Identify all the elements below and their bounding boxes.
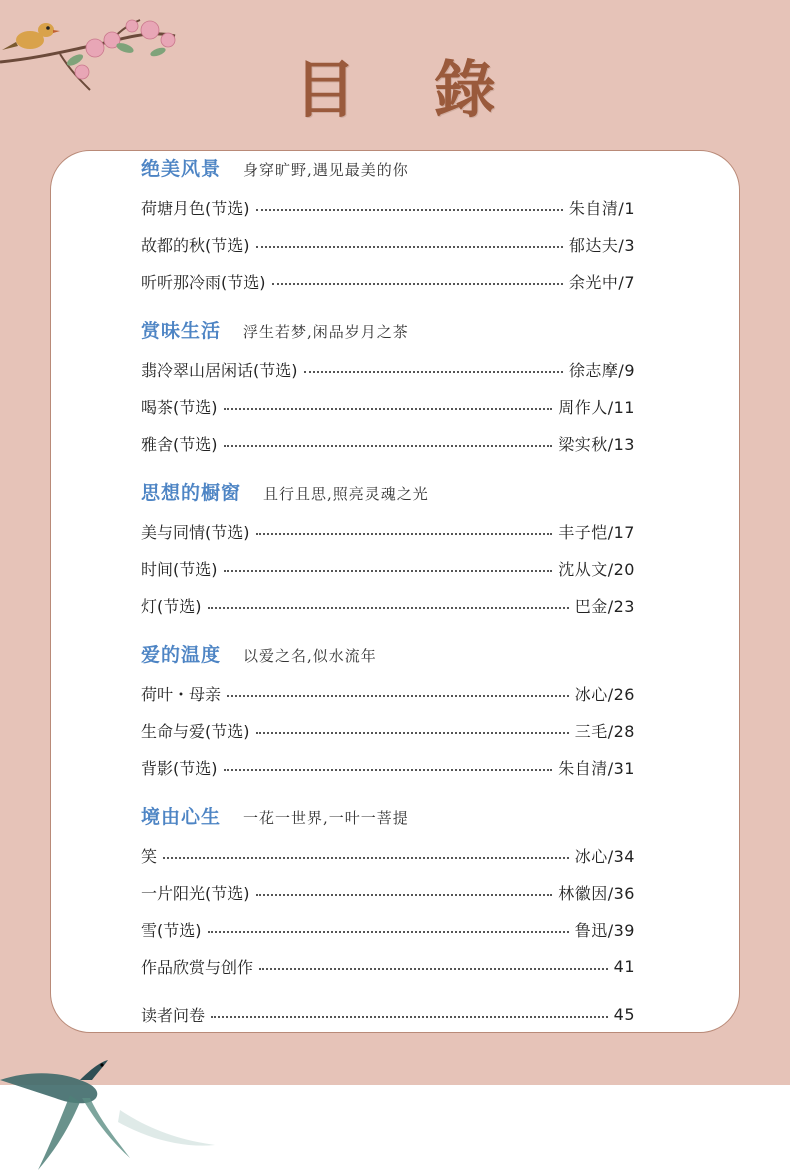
entry-author-page: 朱自清/31 — [558, 759, 635, 778]
entry-author-page: 周作人/11 — [558, 398, 635, 417]
toc-entry-final[interactable] — [141, 996, 635, 1033]
dot-leader — [256, 732, 569, 734]
swallow-icon — [0, 1040, 240, 1175]
entry-author-page: 徐志摩/9 — [568, 361, 635, 380]
entry-title: 背影(节选) — [141, 759, 218, 778]
toc-section — [141, 802, 635, 985]
section-header — [141, 154, 635, 189]
dot-leader — [272, 283, 563, 285]
entry-title: 听听那冷雨(节选) — [141, 273, 266, 292]
entry-title: 美与同情(节选) — [141, 523, 250, 542]
entry-title: 读者问卷 — [141, 1006, 206, 1025]
entry-title: 雪(节选) — [141, 921, 202, 940]
entry-author-page: 鲁迅/39 — [574, 921, 635, 940]
toc-section — [141, 640, 635, 786]
section-subtitle: 浮生若梦,闲品岁月之茶 — [243, 323, 409, 341]
toc-entry[interactable] — [141, 351, 635, 388]
entry-title: 翡冷翠山居闲话(节选) — [141, 361, 298, 380]
page-title: 目 錄 — [294, 53, 524, 126]
entry-title: 喝茶(节选) — [141, 398, 218, 417]
dot-leader — [211, 1016, 608, 1018]
dot-leader — [256, 894, 553, 896]
entry-author-page: 冰心/34 — [574, 847, 635, 866]
toc-entry[interactable] — [141, 263, 635, 300]
entry-author-page: 朱自清/1 — [568, 199, 635, 218]
section-header — [141, 640, 635, 675]
toc-entry[interactable] — [141, 749, 635, 786]
section-header — [141, 316, 635, 351]
dot-leader — [224, 408, 553, 410]
dot-leader — [304, 371, 563, 373]
dot-leader — [224, 769, 553, 771]
toc-entry[interactable] — [141, 513, 635, 550]
toc-entry[interactable] — [141, 712, 635, 749]
dot-leader — [259, 968, 608, 970]
section-title: 思想的橱窗 — [141, 482, 242, 504]
section-subtitle: 一花一世界,一叶一菩提 — [243, 809, 409, 827]
entry-page: 41 — [613, 957, 635, 976]
section-subtitle: 身穿旷野,遇见最美的你 — [243, 161, 409, 179]
toc-entry[interactable] — [141, 189, 635, 226]
entry-title: 笑 — [141, 847, 158, 866]
section-title: 赏味生活 — [141, 320, 222, 342]
section-title: 境由心生 — [141, 806, 222, 828]
toc-section — [141, 478, 635, 624]
entry-author-page: 沈从文/20 — [558, 560, 635, 579]
toc-entry[interactable] — [141, 675, 635, 712]
entry-author-page: 林徽因/36 — [558, 884, 635, 903]
entry-title: 雅舍(节选) — [141, 435, 218, 454]
entry-title: 时间(节选) — [141, 560, 218, 579]
dot-leader — [224, 445, 553, 447]
toc-section — [141, 316, 635, 462]
section-header — [141, 478, 635, 513]
dot-leader — [208, 931, 569, 933]
section-title: 爱的温度 — [141, 644, 222, 666]
entry-title: 灯(节选) — [141, 597, 202, 616]
toc-entry[interactable] — [141, 226, 635, 263]
entry-author-page: 梁实秋/13 — [558, 435, 635, 454]
dot-leader — [256, 209, 563, 211]
entry-page: 45 — [613, 1005, 635, 1024]
section-header — [141, 802, 635, 837]
entry-author-page: 郁达夫/3 — [568, 236, 635, 255]
entry-author-page: 丰子恺/17 — [558, 523, 635, 542]
toc-entry[interactable] — [141, 874, 635, 911]
entry-author-page: 巴金/23 — [574, 597, 635, 616]
dot-leader — [163, 857, 569, 859]
dot-leader — [208, 607, 569, 609]
entry-author-page: 冰心/26 — [574, 685, 635, 704]
entry-title: 荷塘月色(节选) — [141, 199, 250, 218]
toc-entry[interactable] — [141, 948, 635, 985]
entry-author-page: 余光中/7 — [568, 273, 635, 292]
table-of-contents — [141, 154, 635, 1033]
entry-title: 故都的秋(节选) — [141, 236, 250, 255]
entry-title: 作品欣赏与创作 — [141, 958, 254, 977]
section-subtitle: 以爱之名,似水流年 — [243, 647, 377, 665]
entry-title: 荷叶・母亲 — [141, 685, 222, 704]
section-subtitle: 且行且思,照亮灵魂之光 — [263, 485, 429, 503]
dot-leader — [256, 533, 553, 535]
toc-entry[interactable] — [141, 425, 635, 462]
toc-entry[interactable] — [141, 587, 635, 624]
entry-title: 一片阳光(节选) — [141, 884, 250, 903]
toc-entry[interactable] — [141, 837, 635, 874]
section-title: 绝美风景 — [141, 158, 222, 180]
toc-entry[interactable] — [141, 388, 635, 425]
toc-entry[interactable] — [141, 911, 635, 948]
entry-author-page: 三毛/28 — [574, 722, 635, 741]
dot-leader — [256, 246, 563, 248]
toc-entry[interactable] — [141, 550, 635, 587]
toc-section — [141, 154, 635, 300]
dot-leader — [227, 695, 569, 697]
dot-leader — [224, 570, 553, 572]
entry-title: 生命与爱(节选) — [141, 722, 250, 741]
